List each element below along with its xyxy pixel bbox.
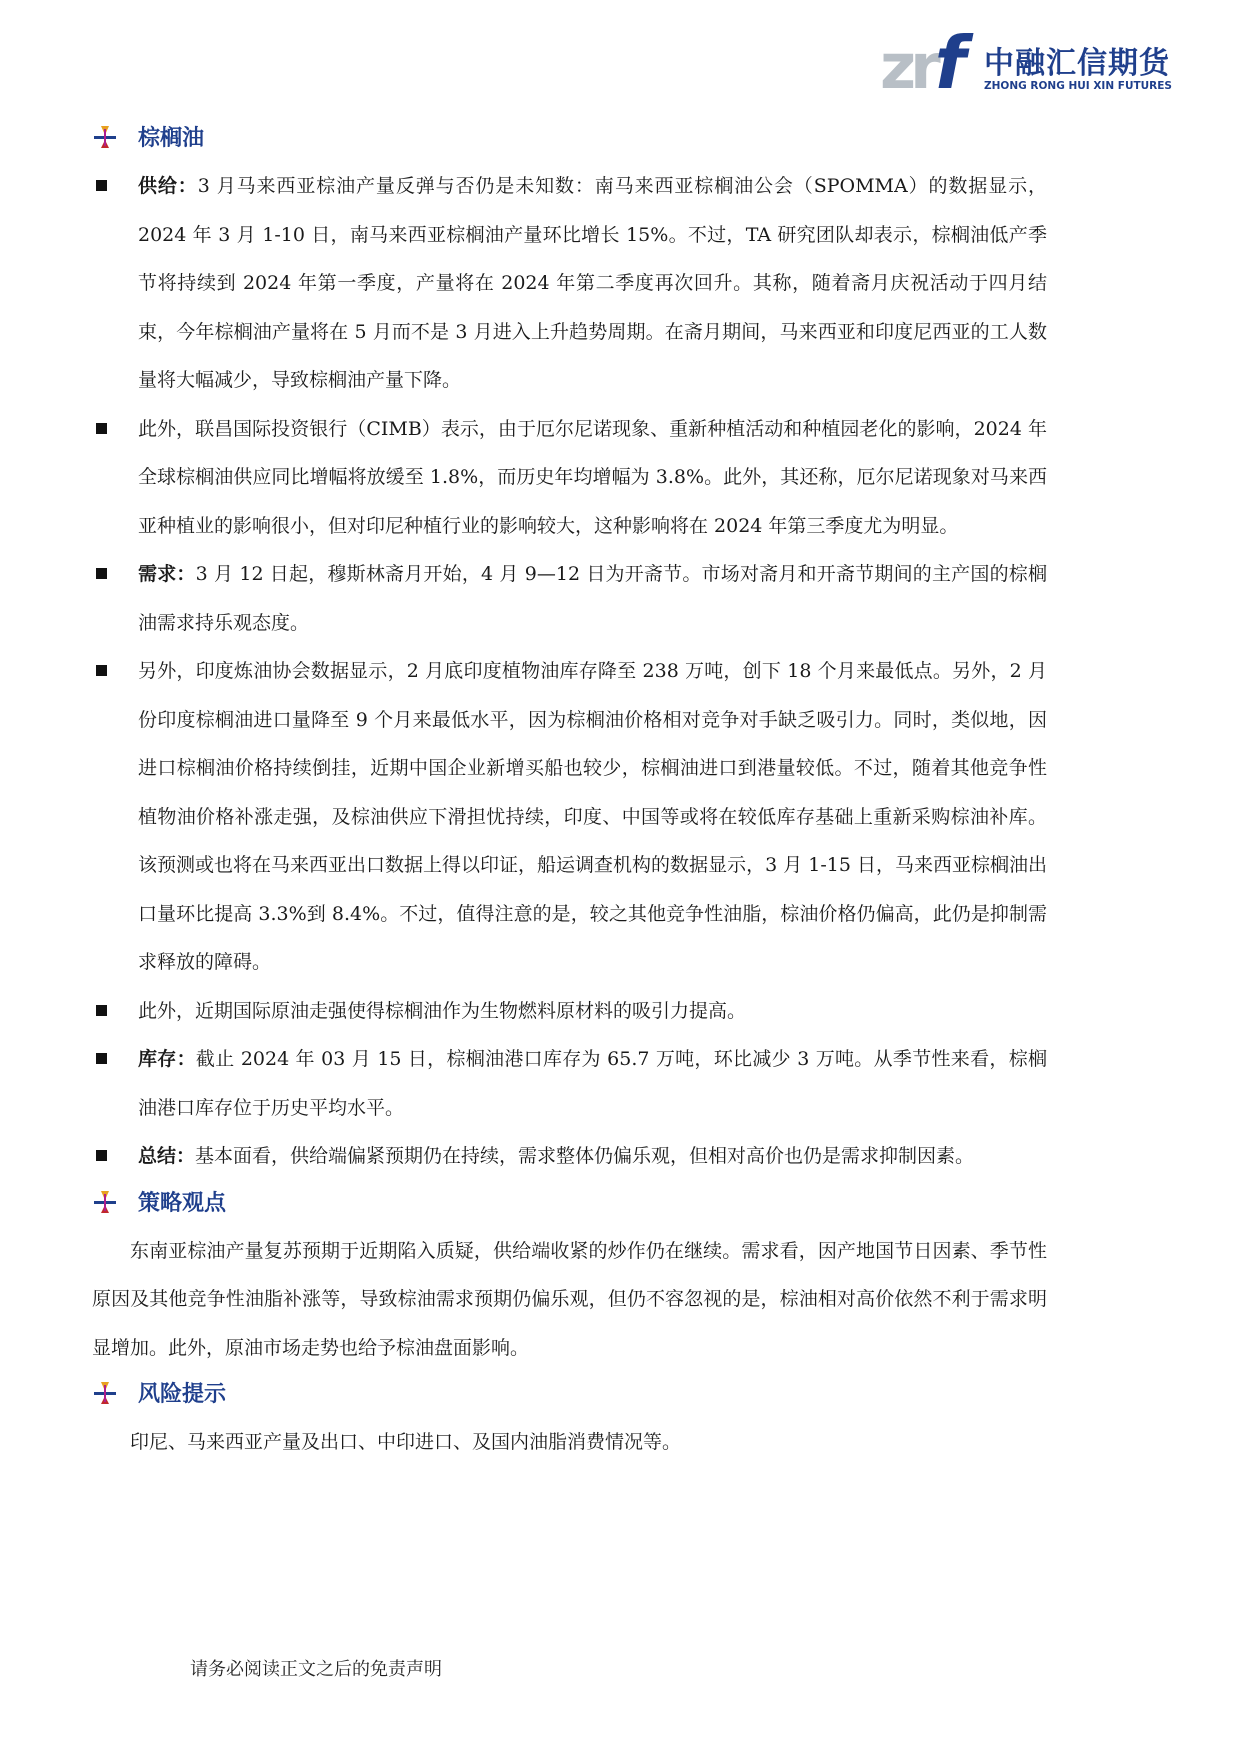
square-bullet-icon — [96, 1053, 107, 1064]
bullet-demand — [92, 550, 1047, 647]
bullet-label: 库存： — [138, 1048, 196, 1070]
square-bullet-icon — [96, 1005, 107, 1016]
bullet-summary — [92, 1132, 1047, 1181]
bullet-label: 需求： — [138, 563, 196, 585]
section-heading-strategy — [92, 1181, 1047, 1225]
bullet-inventory — [92, 1035, 1047, 1132]
section-title: 棕榈油 — [138, 125, 205, 151]
arrow-bullet-icon — [94, 126, 116, 148]
report-body — [92, 116, 1047, 1467]
square-bullet-icon — [96, 665, 107, 676]
bullet-text: 另外，印度炼油协会数据显示，2 月底印度植物油库存降至 238 万吨，创下 18 个月来最低点。另外，2 月份印度棕榈油进口量降至 9 个月来最低水平，因为棕榈油价格相对竞争对手缺乏吸引力。同时，类似地，因进口棕榈油价格持续倒挂，近期中国企业新增买船也较少，棕榈油进口到港量较低。不过，随着其他竞争性植物油价格补涨走强，及棕油供应下滑担忧持续，印度、中国等或将在较低库存基础上重新采购棕油补库。该预测或也将在马来西亚出口数据上得以印证，船运调查机构的数据显示，3 月 1-15 日，马来西亚棕榈油出口量环比提高 3.3%到 8.4%。不过，值得注意的是，较之其他竞争性油脂，棕油价格仍偏高，此仍是抑制需求释放的障碍。 — [138, 660, 1047, 973]
bullet-india — [92, 647, 1047, 987]
bullet-text: 此外，近期国际原油走强使得棕榈油作为生物燃料原材料的吸引力提高。 — [138, 999, 747, 1022]
strategy-paragraph: 东南亚棕油产量复苏预期于近期陷入质疑，供给端收紧的炒作仍在继续。需求看，因产地国节日因素、季节性原因及其他竞争性油脂补涨等，导致棕油需求预期仍偏乐观，但仍不容忽视的是，棕油相对高价依然不利于需求明显增加。此外，原油市场走势也给予棕油盘面影响。 — [92, 1239, 1047, 1359]
company-logo — [880, 21, 1180, 105]
bullet-text: 3 月马来西亚棕油产量反弹与否仍是未知数：南马来西亚棕榈油公会（SPOMMA）的数据显示，2024 年 3 月 1-10 日，南马来西亚棕榈油产量环比增长 15%。不过，TA 研究团队却表示，棕榈油低产季节将持续到 2024 年第一季度，产量将在 2024 年第二季度再次回升。其称，随着斋月庆祝活动于四月结束，今年棕榈油产量将在 5 月而不是 3 月进入上升趋势周期。在斋月期间，马来西亚和印度尼西亚的工人数量将大幅减少，导致棕榈油产量下降。 — [138, 175, 1047, 391]
square-bullet-icon — [96, 180, 107, 191]
bullet-label: 总结： — [138, 1145, 196, 1167]
arrow-bullet-icon — [94, 1191, 116, 1213]
bullet-label: 供给： — [138, 175, 198, 197]
section-title: 策略观点 — [138, 1189, 227, 1216]
bullet-cimb — [92, 405, 1047, 551]
section-title: 风险提示 — [138, 1381, 227, 1407]
bullet-text: 截止 2024 年 03 月 15 日，棕榈油港口库存为 65.7 万吨，环比减少 3 万吨。从季节性来看，棕榈油港口库存位于历史平均水平。 — [138, 1048, 1047, 1119]
bullet-text: 3 月 12 日起，穆斯林斋月开始，4 月 9—12 日为开斋节。市场对斋月和开斋节期间的主产国的棕榈油需求持乐观态度。 — [138, 563, 1047, 634]
risk-paragraph: 印尼、马来西亚产量及出口、中印进口、及国内油脂消费情况等。 — [130, 1431, 682, 1453]
bullet-text: 此外，联昌国际投资银行（CIMB）表示，由于厄尔尼诺现象、重新种植活动和种植园老化的影响，2024 年全球棕榈油供应同比增幅将放缓至 1.8%，而历史年均增幅为 3.8%。此外，其还称，厄尔尼诺现象对马来西亚种植业的影响很小，但对印尼种植行业的影响较大，这种影响将在 2024 年第三季度尤为明显。 — [138, 417, 1047, 537]
arrow-bullet-icon — [94, 1382, 116, 1404]
square-bullet-icon — [96, 568, 107, 579]
bullet-supply — [92, 162, 1047, 405]
square-bullet-icon — [96, 423, 107, 434]
section-heading-risk — [92, 1372, 1047, 1416]
section-heading-palm-oil — [92, 116, 1047, 160]
bullet-text: 基本面看，供给端偏紧预期仍在持续，需求整体仍偏乐观，但相对高价也仍是需求抑制因素。 — [195, 1145, 975, 1167]
logo-company-name-en: ZHONG RONG HUI XIN FUTURES — [984, 80, 1172, 92]
square-bullet-icon — [96, 1150, 107, 1161]
logo-mark: zrf — [880, 21, 960, 105]
bullet-crude — [92, 987, 1047, 1036]
disclaimer-footer: 请务必阅读正文之后的免责声明 — [190, 1659, 442, 1680]
logo-company-name: 中融汇信期货 — [984, 46, 1170, 81]
